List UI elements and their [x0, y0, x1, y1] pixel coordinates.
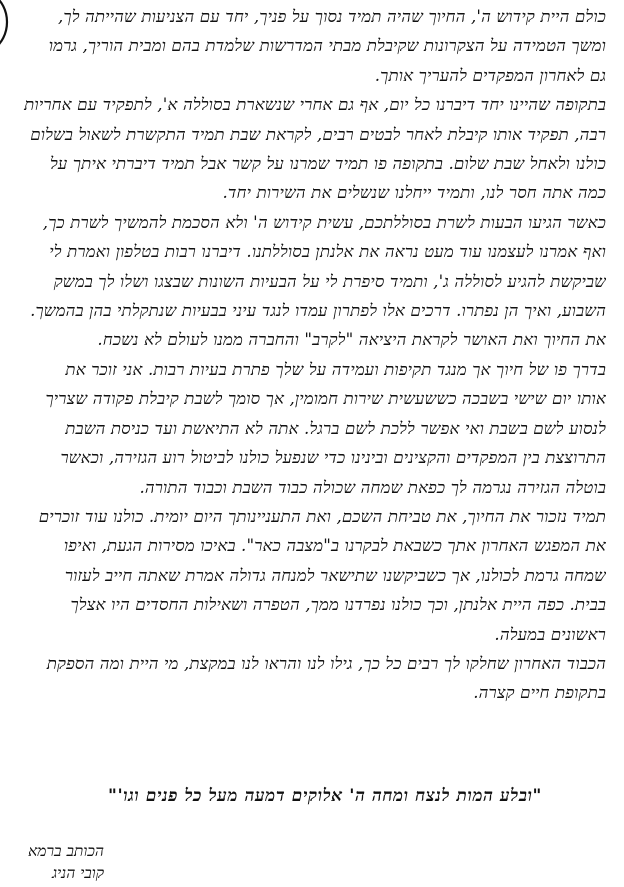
- letter-line: התרוצצת בין המפקדים והקצינים ובינינו כדי שנפעל כולנו לביטול רוע הגזירה, וכאשר: [60, 448, 606, 468]
- letter-line: גם לאחרון המפקדים להעריך אותך.: [374, 65, 606, 85]
- letter-line: כולם היית קידוש ה', החיוך שהיה תמיד נסוך על פניך, יחד עם הצניעות שהייתה לך,: [57, 7, 606, 26]
- letter-line: ומשך הטמידה על הצקרונות שקיבלת מבתי המדרשות שלמדת בהם ומבית הוריך, גרמו: [48, 36, 606, 56]
- letter-line: את המפגש האחרון אתך כשבאת לבקרנו ב"מצבה כאר". באיכו מסירות הגעת, ואיפו: [63, 536, 606, 556]
- letter-line: שביקשת להגיע לסוללה ג', ותמיד סיפרת לי על הבעיות השונות שבצגו ושלו לך במשק: [53, 271, 606, 291]
- letter-line: הכבוד האחרון שחלקו לך רבים כל כך, גילו לנו והראו לנו במקצת, מי היית ומה הספקת: [46, 653, 606, 673]
- letter-line: תמיד נזכור את החיוך, את טביחת השכם, ואת התעניינותך היום יומית. כולנו עוד זוכרים: [38, 506, 606, 526]
- letter-line: בדרך פו של חיוך אך מנגד תקיפות ועמידה על שלך פתרת בעיות רבות. אני זוכר את: [65, 359, 606, 379]
- letter-line: בתקופת חיים קצרה.: [473, 683, 606, 703]
- letter-body: [10, 2, 606, 708]
- closing-verse: "ובלע המות לנצח ומחה ה' אלוקים דמעה מעל כל פנים וגו'": [107, 786, 542, 806]
- letter-line: שמחה גרמת לכולנו, אך כשביקשנו שתישאר למנחה גדולה אמרת שאתה חייב לעזור: [64, 565, 606, 585]
- letter-line: כולנו ולאחל שבת שלום. בתקופה פו תמיד שמרנו על קשר אבל תמיד דיברתי איתך על: [50, 154, 606, 174]
- signature-role: הכותב ברמא: [27, 842, 104, 860]
- letter-line: רבה, תפקיד אותו קיבלת לאחר לבטים רבים, לקראת שבת תמיד התקשרת לשאול בשלום: [30, 124, 606, 144]
- letter-line: השבוע, ואיך הן נפתרו. דרכים אלו לפתרון עמדו לנגד עיני בבעיות שנתקלתי בהן בהמשך.: [30, 301, 606, 321]
- letter-line: את החיוך ואת האושר לקראת היציאה "לקרב" והחברה ממנו לעולם לא נשכח.: [97, 330, 606, 350]
- letter-line: בבית. כפה היית אלנתן, וכך כולנו נפרדנו ממך, הטפרה ושאילות החסדים היו אצלך: [70, 595, 606, 615]
- signature-block: [28, 840, 104, 884]
- letter-line: ראשונים במעלה.: [494, 624, 606, 644]
- letter-line: ואף אמרנו לעצמנו עוד מעט נראה את אלנתן בסוללתנו. דיברנו רבות בטלפון ואמרת לי: [49, 242, 606, 262]
- letter-line: בוטלה הגזירה נגרמה לך כפאת שמחה שכולה כבוד השבת וכבוד התורה.: [139, 477, 606, 497]
- letter-line: כאשר הגיעו הבעות לשרת בסוללתכם, עשית קידוש ה' ולא הסכמת להמשיך לשרת כך,: [42, 212, 606, 232]
- letter-line: לנסוע לשם בשבת ואי אפשר ללכת לשם ברגל. אתה לא התיאשת ועד כניסת השבת: [65, 418, 606, 438]
- letter-line: כמה אתה חסר לנו, ותמיד ייחלנו שנשלים את השירות יחד.: [222, 183, 606, 203]
- signature-name: קובי הניג: [51, 864, 104, 882]
- letter-line: אותו יום שישי בשבכה כששעשית שירות חמומין, אך סומך לשבת קיבלת פקודה שצריך: [45, 389, 606, 409]
- letter-line: בתקופה שהיינו יחד דיברנו כל יום, אף גם אחרי שנשארת בסוללה א', לתפקיד עם אחריות: [24, 95, 606, 115]
